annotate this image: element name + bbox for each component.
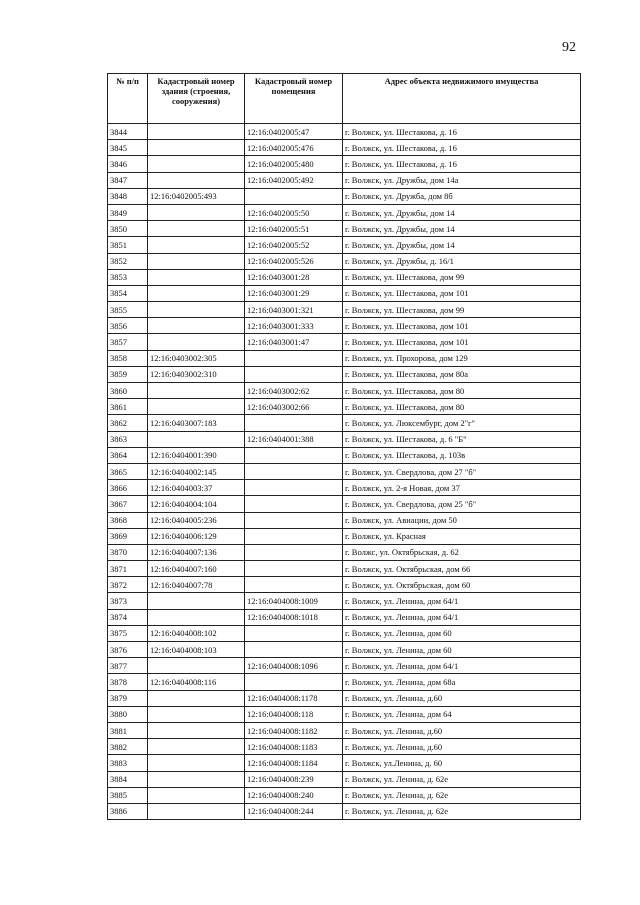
cell-building-cadastral: 12:16:0404008:103 xyxy=(148,642,245,658)
cell-address: г. Волжск, ул. Ленина, дом 64/1 xyxy=(343,658,581,674)
cell-premises-cadastral: 12:16:0402005:52 xyxy=(245,237,343,253)
cell-premises-cadastral xyxy=(245,463,343,479)
header-building-cadastral: Кадастровый номер здания (строения, сооружения) xyxy=(148,74,245,124)
table-row xyxy=(108,496,581,512)
cell-premises-cadastral: 12:16:0404008:1018 xyxy=(245,609,343,625)
cell-premises-cadastral xyxy=(245,480,343,496)
cell-premises-cadastral: 12:16:0403001:321 xyxy=(245,302,343,318)
cell-address: г. Волжск, ул. Ленина, д. 62е xyxy=(343,771,581,787)
cell-premises-cadastral xyxy=(245,561,343,577)
cell-number: 3860 xyxy=(108,383,148,399)
cell-number: 3883 xyxy=(108,755,148,771)
cell-building-cadastral: 12:16:0402005:493 xyxy=(148,188,245,204)
cell-address: г. Волжск, ул. Шестакова, дом 80 xyxy=(343,383,581,399)
cell-building-cadastral xyxy=(148,431,245,447)
cell-building-cadastral: 12:16:0404007:78 xyxy=(148,577,245,593)
cell-building-cadastral xyxy=(148,237,245,253)
cell-address: г. Волжс, ул. Октябрьская, д. 62 xyxy=(343,544,581,560)
table-row xyxy=(108,561,581,577)
cell-building-cadastral xyxy=(148,318,245,334)
table-row xyxy=(108,658,581,674)
cell-address: г. Волжск, ул. Ленина, д.60 xyxy=(343,690,581,706)
table-row xyxy=(108,221,581,237)
cell-address: г. Волжск, ул. Шестакова, дом 101 xyxy=(343,334,581,350)
cell-building-cadastral xyxy=(148,285,245,301)
table-row xyxy=(108,399,581,415)
cell-address: г. Волжск, ул. Ленина, д.60 xyxy=(343,722,581,738)
cell-number: 3847 xyxy=(108,172,148,188)
cell-premises-cadastral xyxy=(245,512,343,528)
cell-building-cadastral xyxy=(148,204,245,220)
cell-premises-cadastral: 12:16:0404008:244 xyxy=(245,803,343,819)
cell-number: 3849 xyxy=(108,204,148,220)
cell-building-cadastral xyxy=(148,253,245,269)
cell-premises-cadastral: 12:16:0402005:492 xyxy=(245,172,343,188)
cell-number: 3868 xyxy=(108,512,148,528)
cell-number: 3850 xyxy=(108,221,148,237)
cell-address: г. Волжск, ул. Люксембург, дом 2"г" xyxy=(343,415,581,431)
table-row xyxy=(108,706,581,722)
table-row xyxy=(108,528,581,544)
cell-number: 3873 xyxy=(108,593,148,609)
cell-number: 3885 xyxy=(108,787,148,803)
cell-address: г. Волжск, ул. Октябрьская, дом 60 xyxy=(343,577,581,593)
cell-number: 3872 xyxy=(108,577,148,593)
table-row xyxy=(108,544,581,560)
cell-number: 3864 xyxy=(108,447,148,463)
cell-building-cadastral: 12:16:0403002:305 xyxy=(148,350,245,366)
cell-premises-cadastral: 12:16:0404008:239 xyxy=(245,771,343,787)
cell-premises-cadastral: 12:16:0404008:1183 xyxy=(245,739,343,755)
cell-building-cadastral xyxy=(148,334,245,350)
cell-premises-cadastral xyxy=(245,366,343,382)
table-row xyxy=(108,350,581,366)
cell-address: г. Волжск, ул. Шестакова, дом 80 xyxy=(343,399,581,415)
cell-premises-cadastral: 12:16:0402005:476 xyxy=(245,140,343,156)
table-row xyxy=(108,690,581,706)
cell-number: 3862 xyxy=(108,415,148,431)
cell-building-cadastral: 12:16:0403007:183 xyxy=(148,415,245,431)
cell-building-cadastral xyxy=(148,609,245,625)
cell-premises-cadastral xyxy=(245,544,343,560)
cell-address: г. Волжск, ул. Красная xyxy=(343,528,581,544)
cell-number: 3871 xyxy=(108,561,148,577)
table-row xyxy=(108,188,581,204)
cell-address: г. Волжск, ул. Дружбы, дом 14 xyxy=(343,204,581,220)
cell-address: г. Волжск, ул. Дружбы, дом 14а xyxy=(343,172,581,188)
cell-number: 3876 xyxy=(108,642,148,658)
cell-building-cadastral xyxy=(148,787,245,803)
cell-address: г. Волжск, ул. Ленина, дом 64/1 xyxy=(343,593,581,609)
table-row xyxy=(108,674,581,690)
cell-number: 3881 xyxy=(108,722,148,738)
cell-address: г. Волжск, ул. Шестакова, дом 101 xyxy=(343,285,581,301)
cell-address: г. Волжск, ул. Ленина, дом 64 xyxy=(343,706,581,722)
table-row xyxy=(108,577,581,593)
table-row xyxy=(108,172,581,188)
cell-premises-cadastral xyxy=(245,415,343,431)
table-row xyxy=(108,253,581,269)
cell-address: г. Волжск, ул. Ленина, дом 68а xyxy=(343,674,581,690)
table-row xyxy=(108,302,581,318)
cell-building-cadastral xyxy=(148,172,245,188)
cell-address: г. Волжск, ул.Ленина, д. 60 xyxy=(343,755,581,771)
cell-building-cadastral xyxy=(148,755,245,771)
cell-premises-cadastral: 12:16:0403001:28 xyxy=(245,269,343,285)
table-row xyxy=(108,383,581,399)
cell-premises-cadastral: 12:16:0404008:1009 xyxy=(245,593,343,609)
table-row xyxy=(108,318,581,334)
cell-building-cadastral: 12:16:0404003:37 xyxy=(148,480,245,496)
cell-building-cadastral xyxy=(148,658,245,674)
cell-address: г. Волжск, ул. Дружбы, дом 14 xyxy=(343,221,581,237)
cell-address: г. Волжск, ул. Шестакова, д. 16 xyxy=(343,124,581,140)
table-row xyxy=(108,431,581,447)
cell-number: 3874 xyxy=(108,609,148,625)
cell-address: г. Волжск, ул. Ленина, д.60 xyxy=(343,739,581,755)
cell-number: 3877 xyxy=(108,658,148,674)
cell-building-cadastral xyxy=(148,269,245,285)
cell-building-cadastral xyxy=(148,221,245,237)
cell-number: 3859 xyxy=(108,366,148,382)
cell-number: 3865 xyxy=(108,463,148,479)
cell-building-cadastral: 12:16:0404005:236 xyxy=(148,512,245,528)
table-row xyxy=(108,739,581,755)
cell-number: 3880 xyxy=(108,706,148,722)
cell-address: г. Волжск, ул. 2-я Новая, дом 37 xyxy=(343,480,581,496)
cell-address: г. Волжск, ул. Ленина, д. 62е xyxy=(343,803,581,819)
cell-building-cadastral xyxy=(148,124,245,140)
cell-premises-cadastral: 12:16:0404008:1096 xyxy=(245,658,343,674)
cell-number: 3878 xyxy=(108,674,148,690)
cell-premises-cadastral xyxy=(245,447,343,463)
header-number: № п/п xyxy=(108,74,148,124)
cell-premises-cadastral: 12:16:0403002:62 xyxy=(245,383,343,399)
cell-number: 3855 xyxy=(108,302,148,318)
cell-address: г. Волжск, ул. Ленина, дом 60 xyxy=(343,642,581,658)
cell-building-cadastral: 12:16:0404008:102 xyxy=(148,625,245,641)
cell-number: 3854 xyxy=(108,285,148,301)
cell-premises-cadastral xyxy=(245,642,343,658)
cell-number: 3869 xyxy=(108,528,148,544)
cell-address: г. Волжск, ул. Ленина, дом 64/1 xyxy=(343,609,581,625)
cell-address: г. Волжск, ул. Шестакова, д. 103в xyxy=(343,447,581,463)
table-row xyxy=(108,204,581,220)
cell-building-cadastral xyxy=(148,140,245,156)
cell-number: 3879 xyxy=(108,690,148,706)
cell-building-cadastral xyxy=(148,593,245,609)
cell-premises-cadastral xyxy=(245,188,343,204)
cell-building-cadastral: 12:16:0403002:310 xyxy=(148,366,245,382)
cell-number: 3845 xyxy=(108,140,148,156)
cell-address: г. Волжск, ул. Дружбы, д. 16/1 xyxy=(343,253,581,269)
cell-building-cadastral xyxy=(148,690,245,706)
cell-building-cadastral xyxy=(148,383,245,399)
property-table xyxy=(107,73,581,820)
cell-premises-cadastral: 12:16:0402005:526 xyxy=(245,253,343,269)
cell-premises-cadastral xyxy=(245,625,343,641)
cell-address: г. Волжск, ул. Ленина, д. 62е xyxy=(343,787,581,803)
table-row xyxy=(108,269,581,285)
cell-address: г. Волжск, ул. Прохорова, дом 129 xyxy=(343,350,581,366)
cell-number: 3866 xyxy=(108,480,148,496)
cell-premises-cadastral: 12:16:0402005:51 xyxy=(245,221,343,237)
cell-number: 3848 xyxy=(108,188,148,204)
cell-building-cadastral: 12:16:0404002:145 xyxy=(148,463,245,479)
cell-building-cadastral xyxy=(148,739,245,755)
table-row xyxy=(108,755,581,771)
cell-building-cadastral xyxy=(148,771,245,787)
cell-building-cadastral: 12:16:0404007:136 xyxy=(148,544,245,560)
cell-number: 3857 xyxy=(108,334,148,350)
cell-address: г. Волжск, ул. Шестакова, дом 99 xyxy=(343,269,581,285)
cell-address: г. Волжск, ул. Шестакова, д. 16 xyxy=(343,156,581,172)
cell-number: 3856 xyxy=(108,318,148,334)
cell-address: г. Волжск, ул. Дружба, дом 8б xyxy=(343,188,581,204)
table-row xyxy=(108,156,581,172)
cell-premises-cadastral xyxy=(245,577,343,593)
table-row xyxy=(108,512,581,528)
cell-number: 3884 xyxy=(108,771,148,787)
cell-building-cadastral xyxy=(148,399,245,415)
cell-number: 3861 xyxy=(108,399,148,415)
cell-number: 3851 xyxy=(108,237,148,253)
cell-premises-cadastral xyxy=(245,350,343,366)
cell-number: 3852 xyxy=(108,253,148,269)
table-row xyxy=(108,415,581,431)
cell-premises-cadastral xyxy=(245,496,343,512)
cell-address: г. Волжск, ул. Октябрьская, дом 66 xyxy=(343,561,581,577)
cell-address: г. Волжск, ул. Ленина, дом 60 xyxy=(343,625,581,641)
cell-address: г. Волжск, ул. Шестакова, дом 99 xyxy=(343,302,581,318)
table-row xyxy=(108,124,581,140)
cell-premises-cadastral: 12:16:0404008:1182 xyxy=(245,722,343,738)
cell-building-cadastral: 12:16:0404008:116 xyxy=(148,674,245,690)
table-row xyxy=(108,722,581,738)
cell-premises-cadastral: 12:16:0403001:333 xyxy=(245,318,343,334)
cell-premises-cadastral: 12:16:0403002:66 xyxy=(245,399,343,415)
cell-premises-cadastral: 12:16:0404008:240 xyxy=(245,787,343,803)
cell-address: г. Волжск, ул. Шестакова, д. 6 "Б" xyxy=(343,431,581,447)
cell-building-cadastral xyxy=(148,156,245,172)
table-row xyxy=(108,625,581,641)
cell-number: 3853 xyxy=(108,269,148,285)
cell-premises-cadastral: 12:16:0402005:50 xyxy=(245,204,343,220)
table-row xyxy=(108,593,581,609)
page-number: 92 xyxy=(562,40,576,55)
cell-premises-cadastral: 12:16:0402005:47 xyxy=(245,124,343,140)
cell-number: 3863 xyxy=(108,431,148,447)
cell-number: 3886 xyxy=(108,803,148,819)
cell-premises-cadastral: 12:16:0403001:29 xyxy=(245,285,343,301)
cell-building-cadastral xyxy=(148,302,245,318)
cell-premises-cadastral: 12:16:0404008:1178 xyxy=(245,690,343,706)
cell-number: 3875 xyxy=(108,625,148,641)
cell-building-cadastral: 12:16:0404004:104 xyxy=(148,496,245,512)
table-row xyxy=(108,609,581,625)
cell-address: г. Волжск, ул. Свердлова, дом 27 "б" xyxy=(343,463,581,479)
cell-premises-cadastral: 12:16:0404008:118 xyxy=(245,706,343,722)
table-row xyxy=(108,463,581,479)
table-row xyxy=(108,334,581,350)
table-row xyxy=(108,366,581,382)
cell-building-cadastral: 12:16:0404001:390 xyxy=(148,447,245,463)
cell-address: г. Волжск, ул. Шестакова, дом 80а xyxy=(343,366,581,382)
table-row xyxy=(108,771,581,787)
table-row xyxy=(108,803,581,819)
table-row xyxy=(108,787,581,803)
table-row xyxy=(108,447,581,463)
cell-building-cadastral xyxy=(148,706,245,722)
cell-number: 3870 xyxy=(108,544,148,560)
cell-address: г. Волжск, ул. Авиации, дом 50 xyxy=(343,512,581,528)
cell-address: г. Волжск, ул. Дружбы, дом 14 xyxy=(343,237,581,253)
cell-premises-cadastral: 12:16:0402005:480 xyxy=(245,156,343,172)
cell-number: 3882 xyxy=(108,739,148,755)
cell-number: 3867 xyxy=(108,496,148,512)
cell-number: 3846 xyxy=(108,156,148,172)
cell-address: г. Волжск, ул. Шестакова, д. 16 xyxy=(343,140,581,156)
header-address: Адрес объекта недвижимого имущества xyxy=(343,74,581,124)
table-header-row xyxy=(108,74,581,124)
cell-building-cadastral: 12:16:0404007:160 xyxy=(148,561,245,577)
cell-address: г. Волжск, ул. Шестакова, дом 101 xyxy=(343,318,581,334)
table-row xyxy=(108,642,581,658)
header-premises-cadastral: Кадастровый номер помещения xyxy=(245,74,343,124)
cell-premises-cadastral: 12:16:0404001:388 xyxy=(245,431,343,447)
cell-premises-cadastral xyxy=(245,528,343,544)
cell-premises-cadastral: 12:16:0404008:1184 xyxy=(245,755,343,771)
cell-premises-cadastral: 12:16:0403001:47 xyxy=(245,334,343,350)
cell-address: г. Волжск, ул. Свердлова, дом 25 "б" xyxy=(343,496,581,512)
cell-building-cadastral xyxy=(148,803,245,819)
table-row xyxy=(108,237,581,253)
cell-building-cadastral: 12:16:0404006:129 xyxy=(148,528,245,544)
table-row xyxy=(108,480,581,496)
table-row xyxy=(108,140,581,156)
table-row xyxy=(108,285,581,301)
cell-building-cadastral xyxy=(148,722,245,738)
cell-number: 3844 xyxy=(108,124,148,140)
cell-premises-cadastral xyxy=(245,674,343,690)
cell-number: 3858 xyxy=(108,350,148,366)
